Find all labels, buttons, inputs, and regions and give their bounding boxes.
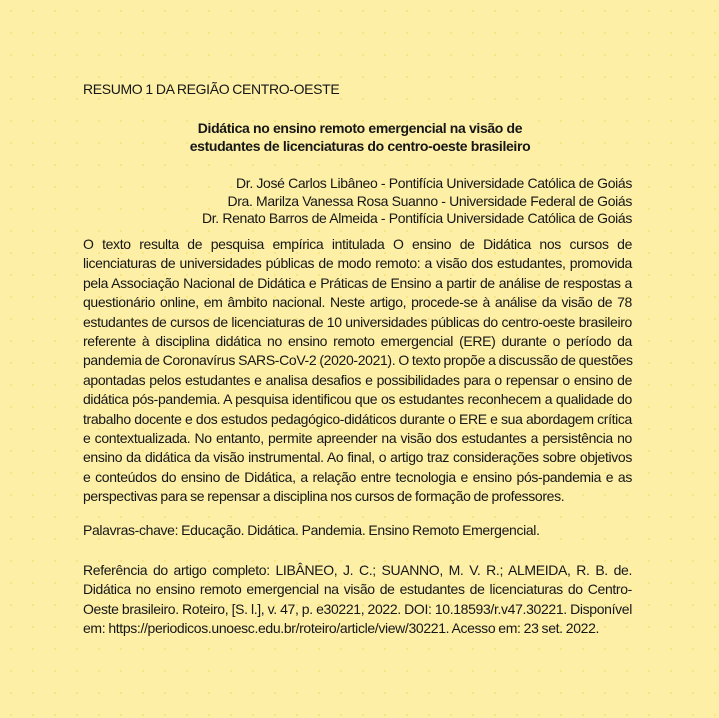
text-line: apontadas pelos estudantes e analisa desafios e possibilidades para o repensar o ensino de bbox=[83, 371, 632, 388]
text-line: estudantes de cursos de licenciaturas de 10 universidades públicas do centro-oeste brasileiro bbox=[83, 313, 632, 330]
reference bbox=[83, 561, 632, 639]
text-line: licenciaturas de universidades públicas de modo remoto: a visão dos estudantes, promovida bbox=[83, 255, 632, 272]
text-line: O texto resulta de pesquisa empírica intitulada O ensino de Didática nos cursos de bbox=[83, 236, 632, 252]
text-line: e conteúdos do ensino de Didática, a relação entre tecnologia e ensino pós-pandemia e as bbox=[83, 468, 632, 485]
text-line: ensino da didática da visão instrumental. Ao final, o artigo traz considerações sobre objetivos bbox=[83, 449, 632, 466]
article-title bbox=[150, 119, 570, 155]
keywords: Palavras-chave: Educação. Didática. Pandemia. Ensino Remoto Emergencial. bbox=[83, 522, 540, 538]
text-line: Referência do artigo completo: LIBÂNEO, J. C.; SUANNO, M. V. R.; ALMEIDA, R. B. de. bbox=[83, 562, 632, 578]
author: Dra. Marilza Vanessa Rosa Suanno - Universidade Federal de Goiás bbox=[227, 192, 632, 209]
text-line: questionário online, em âmbito nacional. Neste artigo, procede-se à análise da visão de 78 bbox=[83, 294, 632, 311]
section-heading: RESUMO 1 DA REGIÃO CENTRO-OESTE bbox=[83, 81, 340, 97]
text-line: didática pós-pandemia. A pesquisa identificou que os estudantes reconhecem a qualidade do bbox=[83, 391, 632, 408]
authors-list bbox=[202, 175, 632, 228]
author: Dr. José Carlos Libâneo - Pontifícia Universidade Católica de Goiás bbox=[236, 175, 632, 191]
text-line: pandemia de Coronavírus SARS-CoV-2 (2020-2021). O texto propõe a discussão de questões bbox=[83, 352, 633, 369]
text-line: e contextualizada. No entanto, permite apreender na visão dos estudantes a persistência no bbox=[83, 429, 632, 446]
text-line: trabalho docente e dos estudos pedagógico-didáticos durante o ERE e sua abordagem crítica bbox=[83, 410, 632, 427]
text-line: perspectivas para se repensar a disciplina nos cursos de formação de professores. bbox=[83, 488, 565, 505]
text-line: Oeste brasileiro. Roteiro, [S. l.], v. 47, p. e30221, 2022. DOI: 10.18593/r.v47.30221. Disponível bbox=[83, 600, 632, 617]
title-line: estudantes de licenciaturas do centro-oeste brasileiro bbox=[189, 138, 531, 154]
text-line: em: https://periodicos.unoesc.edu.br/roteiro/article/view/30221. Acesso em: 23 set. 2022. bbox=[83, 620, 600, 637]
author: Dr. Renato Barros de Almeida - Pontifícia Universidade Católica de Goiás bbox=[201, 210, 632, 227]
text-line: pela Associação Nacional de Didática e Práticas de Ensino a partir de análise de respostas a bbox=[83, 274, 632, 291]
abstract bbox=[83, 235, 632, 506]
title-line: Didática no ensino remoto emergencial na visão de bbox=[197, 120, 523, 136]
text-line: referente à disciplina didática no ensino remoto emergencial (ERE) durante o período da bbox=[83, 332, 632, 349]
text-line: Didática no ensino remoto emergencial na visão de estudantes de licenciaturas do Centro- bbox=[83, 581, 632, 598]
